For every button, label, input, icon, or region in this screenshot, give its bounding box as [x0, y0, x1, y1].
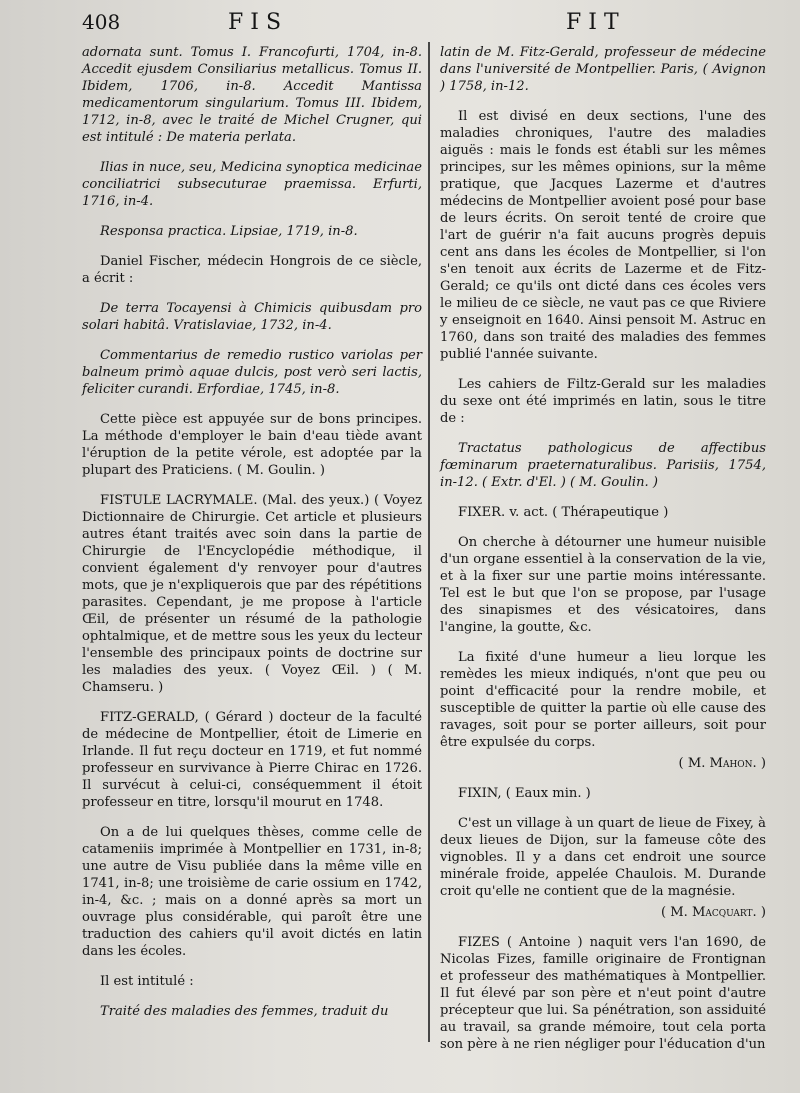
paragraph: Responsa practica. Lipsiae, 1719, in-8.: [100, 224, 358, 239]
paragraph: C'est un village à un quart de lieue de Fixey, à deux lieues de Dijon, sur la fameuse côte des vignobles. Il y a dans cet endroit une source minérale froide, appelée Chaulois. M. Durande croit qu'elle ne contient que de la magnésie.: [440, 816, 766, 899]
paragraph: Il est intitulé :: [100, 974, 194, 989]
entry-fixer: FIXER. v. act. ( Thérapeutique ): [458, 505, 669, 520]
entry-fixin: FIXIN, ( Eaux min. ): [458, 786, 591, 801]
entry-fistule-lacrymale: FISTULE LACRYMALE. (Mal. des yeux.) ( Voyez Dictionnaire de Chirurgie. Cet article et plusieurs autres étant traités avec soin dans la partie de Chirurgie de l'Encyclopédie méthodique, il convient également d'y renvoyer pour d'autres mots, que je n'expliquerois que par des répétitions parasites. Cependant, je me propose à l'article Œil, de présenter un résumé de la pathologie ophtalmique, et de mettre sous les yeux du lecteur l'ensemble des principaux points de doctrine sur les maladies des yeux. ( Voyez Œil. ) ( M. Chamseru. ): [82, 493, 422, 695]
right-column: [440, 44, 766, 1066]
paragraph: Daniel Fischer, médecin Hongrois de ce siècle, a écrit :: [82, 254, 422, 286]
paragraph: De terra Tocayensi à Chimicis quibusdam pro solari habitâ. Vratislaviae, 1732, in-4.: [82, 301, 422, 333]
page-number: 408: [82, 10, 121, 34]
author-signature: ( M. Macquart. ): [660, 905, 766, 920]
paragraph: Tractatus pathologicus de affectibus fœminarum praeternaturalibus. Parisiis, 1754, in-12. ( Extr. d'El. ) ( M. Goulin. ): [440, 441, 766, 490]
author-signature: ( M. Mahon. ): [678, 756, 766, 771]
left-running-head: FIS: [228, 10, 289, 35]
paragraph: On cherche à détourner une humeur nuisible d'un organe essentiel à la conservation de la vie, et à la fixer sur une partie moins intéressante. Tel est le but que l'on se propose, par l'usage des sinapismes et des vésicatoires, dans l'angine, la goutte, &c.: [440, 535, 766, 635]
paragraph: Traité des maladies des femmes, traduit du: [100, 1004, 389, 1019]
paragraph: On a de lui quelques thèses, comme celle de catameniis imprimée à Montpellier en 1731, in-8; une autre de Visu publiée dans la même ville en 1741, in-8; une troisième de carie ossium en 1742, in-4, &c. ; mais on a donné après sa mort un ouvrage plus considérable, qui paroît être une traduction des cahiers qu'il avoit dictés en latin dans les écoles.: [82, 825, 422, 959]
paragraph: Il est divisé en deux sections, l'une des maladies chroniques, l'autre des maladies aiguës : mais le fonds est établi sur les mêmes principes, sur les mêmes opinions, sur la même pratique, que Jacques Lazerme et d'autres médecins de Montpellier avoient posé pour base de leurs écrits. On seroit tenté de croire que l'art de guérir n'a fait aucuns progrès depuis cent ans dans les écoles de Montpellier, si l'on s'en tenoit aux écrits de Lazerme et de Fitz-Gerald; ce qu'ils ont dicté dans ces écoles vers le milieu de ce siècle, ne vaut pas ce que Riviere y enseignoit en 1640. Ainsi pensoit M. Astruc en 1760, dans son traité des maladies des femmes publié l'année suivante.: [440, 109, 766, 362]
right-running-head: FIT: [566, 10, 626, 35]
paragraph: adornata sunt. Tomus I. Francofurti, 1704, in-8. Accedit ejusdem Consiliarius metallicus. Tomus II. Ibidem, 1706, in-8. Accedit Mantissa medicamentorum singularium. Tomus III. Ibidem, 1712, in-8, avec le traité de Michel Crugner, qui est intitulé : De materia perlata.: [82, 45, 422, 145]
paragraph: Cette pièce est appuyée sur de bons principes. La méthode d'employer le bain d'eau tiède avant l'éruption de la petite vérole, est adoptée par la plupart des Praticiens. ( M. Goulin. ): [82, 412, 422, 478]
paragraph: La fixité d'une humeur a lieu lorque les remèdes les mieux indiqués, n'ont que peu ou point d'efficacité pour la rendre mobile, et susceptible de quitter la partie où elle cause des ravages, soit pour se porter ailleurs, soit pour être expulsée du corps.: [440, 650, 766, 750]
paragraph: Les cahiers de Filtz-Gerald sur les maladies du sexe ont été imprimés en latin, sous le titre de :: [440, 377, 766, 426]
left-column: [82, 44, 422, 1033]
entry-fitz-gerald: FITZ-GERALD, ( Gérard ) docteur de la faculté de médecine de Montpellier, étoit de Limerie en Irlande. Il fut reçu docteur en 1719, et fut nommé professeur en survivance à Pierre Chirac en 1726. Il survécut à celui-ci, conséquemment il étoit professeur en titre, lorsqu'il mourut en 1748.: [82, 710, 422, 810]
paragraph: Ilias in nuce, seu, Medicina synoptica medicinae conciliatrici subsecuturae praemissa. Erfurti, 1716, in-4.: [82, 160, 422, 209]
paragraph: Commentarius de remedio rustico variolas per balneum primò aquae dulcis, post verò seri lactis, feliciter curandi. Erfordiae, 1745, in-8.: [82, 348, 422, 397]
entry-fizes: FIZES ( Antoine ) naquit vers l'an 1690, de Nicolas Fizes, famille originaire de Frontignan et professeur des mathématiques à Montpellier. Il fut élevé par son père et n'eut point d'autre précepteur que lui. Sa pénétration, son assiduité au travail, sa grande mémoire, tout cela porta son père à ne rien négliger pour l'éducation d'un: [440, 935, 766, 1052]
paragraph: latin de M. Fitz-Gerald, professeur de médecine dans l'université de Montpellier. Paris, ( Avignon ) 1758, in-12.: [440, 45, 766, 94]
column-divider: [428, 42, 430, 1042]
